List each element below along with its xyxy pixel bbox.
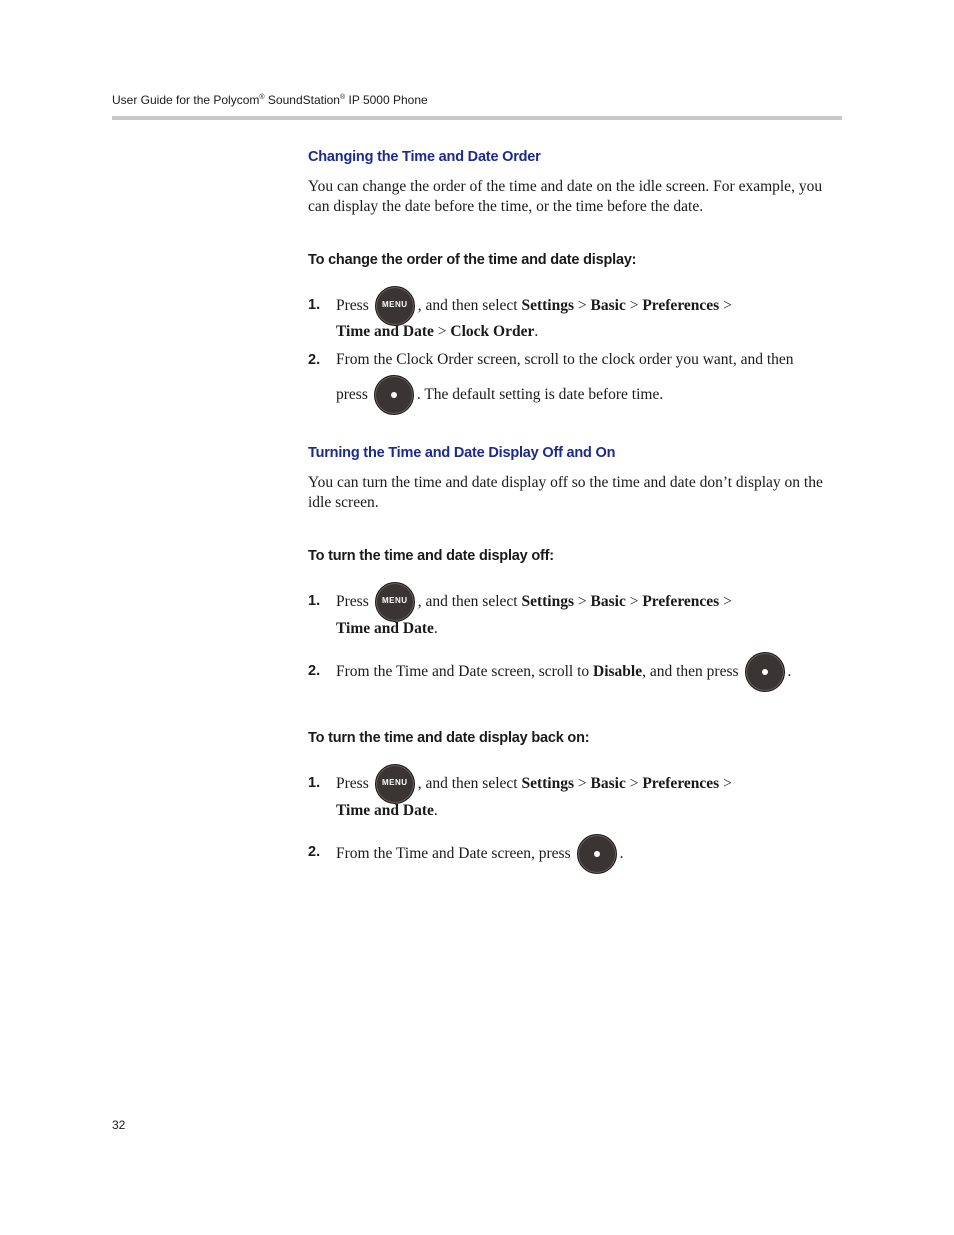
select-key-icon (374, 375, 414, 415)
procedure-heading-display-on: To turn the time and date display back on: (308, 730, 590, 746)
step-number: 2. (308, 844, 321, 860)
menu-key-icon: MENU (375, 286, 415, 326)
step-text-continued: Time and Date . (336, 620, 438, 637)
step-number: 1. (308, 775, 321, 791)
step-text: From the Time and Date screen, press . (336, 834, 624, 874)
step-text-continued: press . The default setting is date before time. (336, 375, 663, 415)
section-title-display-off-on: Turning the Time and Date Display Off and On (308, 445, 616, 461)
page-number: 32 (112, 1118, 126, 1132)
section-title-change-order: Changing the Time and Date Order (308, 149, 541, 165)
step-number: 1. (308, 593, 321, 609)
header-rule (112, 116, 842, 120)
step-text: From the Time and Date screen, scroll to Disable , and then press . (336, 652, 791, 692)
menu-key-icon: MENU (375, 764, 415, 804)
select-key-icon (577, 834, 617, 874)
section-intro-display-off-on: You can turn the time and date display off so the time and date don’t display on the idle screen. (308, 474, 823, 511)
procedure-heading-display-off: To turn the time and date display off: (308, 548, 554, 564)
step-number: 2. (308, 352, 321, 368)
step-text: From the Clock Order screen, scroll to the clock order you want, and then (336, 351, 794, 368)
step-text-continued: Time and Date . (336, 802, 438, 819)
procedure-heading-change-order: To change the order of the time and date display: (308, 252, 637, 268)
step-number: 1. (308, 297, 321, 313)
step-text-continued: Time and Date > Clock Order . (336, 323, 539, 340)
step-text: Press MENU , and then select Settings > Basic > Preferences > (336, 286, 732, 326)
step-text: Press MENU , and then select Settings > Basic > Preferences > (336, 764, 732, 804)
select-key-icon (745, 652, 785, 692)
running-header: User Guide for the Polycom® SoundStation® IP 5000 Phone (112, 93, 428, 107)
menu-key-icon: MENU (375, 582, 415, 622)
section-intro-change-order: You can change the order of the time and date on the idle screen. For example, you can display the date before the time, or the time before the date. (308, 178, 823, 215)
step-text: Press MENU , and then select Settings > Basic > Preferences > (336, 582, 732, 622)
step-number: 2. (308, 663, 321, 679)
